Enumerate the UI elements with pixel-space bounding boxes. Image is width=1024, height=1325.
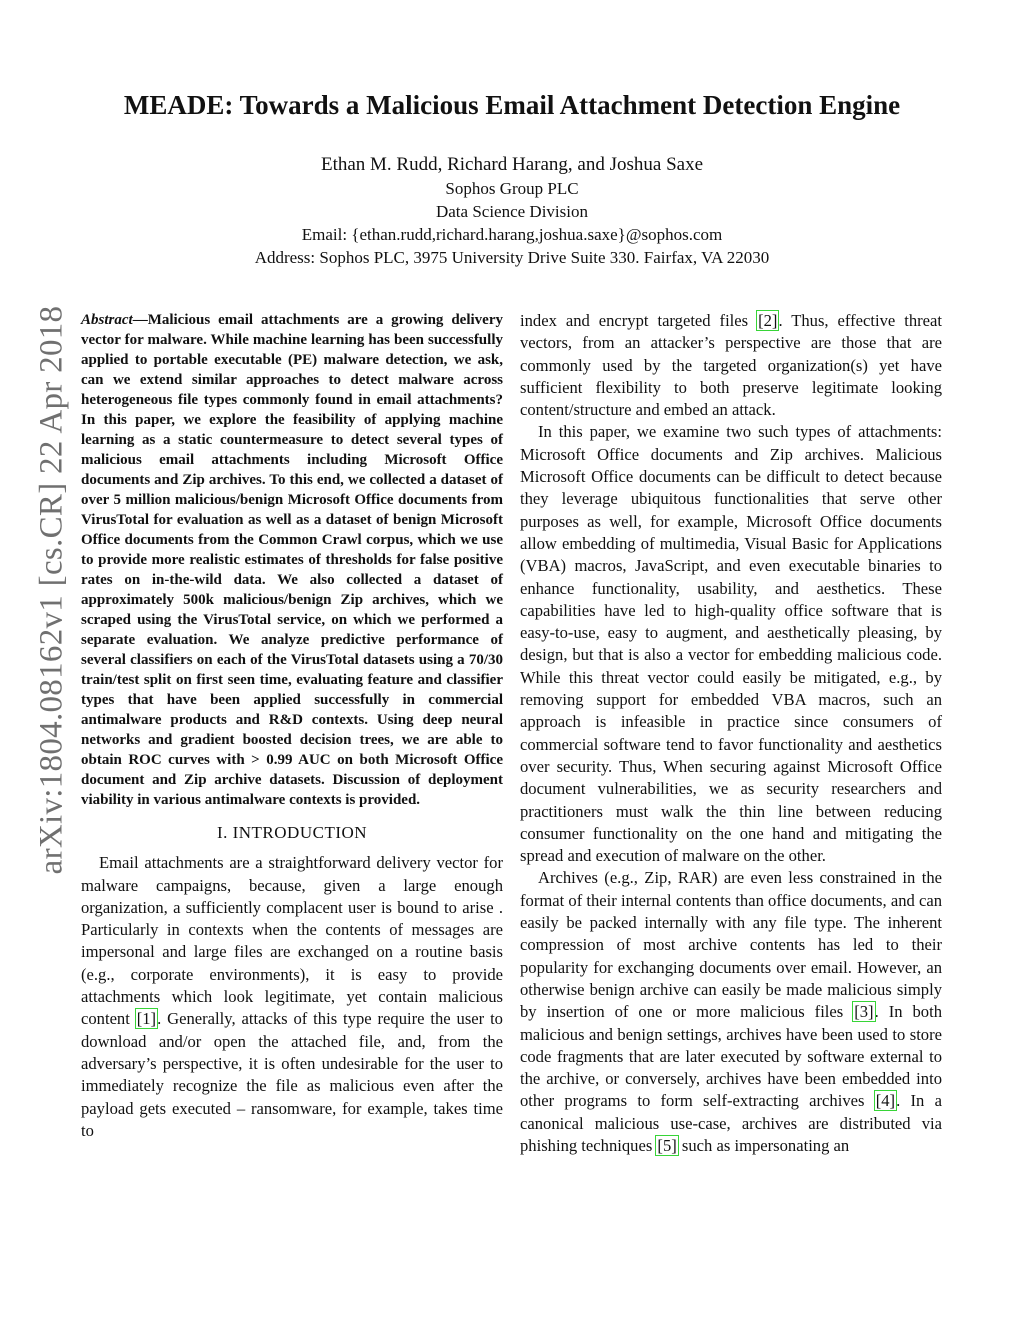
intro-p3-text-d: such as impersonating an	[677, 1135, 850, 1155]
address-line: Address: Sophos PLC, 3975 University Drive Suite 330. Fairfax, VA 22030	[254, 248, 770, 267]
division: Data Science Division	[435, 202, 588, 221]
intro-paragraph-3	[520, 867, 942, 1157]
intro-paragraph-1-continued	[520, 310, 942, 421]
citation-link-3[interactable]: [3]	[854, 1002, 874, 1022]
intro-r1-text-a: index and encrypt targeted files	[520, 311, 758, 330]
intro-paragraph-1	[81, 852, 503, 1142]
intro-p3-text-a: Archives (e.g., Zip, RAR) are even less constrained in the format of their internal contents than office documents, and can easily be packed internally with any file type. The inherent compression of most archive contents has led to their popularity for exchanging documents over email. However, an otherwise benign archive can easily be made malicious simply by insertion of one or more malicious files	[520, 868, 942, 1022]
intro-p3-text-b: . In both malicious and benign settings, archives have been used to store code fragments that are later executed by software external to the archive, or conversely, archives have been embedded into other programs to form self-extracting archives	[520, 1002, 942, 1111]
author-block	[60, 153, 964, 269]
section-heading-introduction: I. INTRODUCTION	[216, 823, 368, 842]
citation-link-4[interactable]: [4]	[875, 1091, 896, 1111]
citation-link-2[interactable]: [2]	[758, 311, 778, 330]
right-column	[520, 310, 942, 1157]
intro-p3-text-c: . In a canonical malicious use-case, archives are distributed via phishing techniques	[520, 1091, 942, 1155]
left-column	[81, 310, 503, 1142]
abstract-text: —Malicious email attachments are a growing delivery vector for malware. While machine learning has been successfully applied to portable executable (PE) malware detection, we ask, can we extend similar approaches to detect malware across heterogeneous file types commonly found in email attachments? In this paper, we explore the feasibility of applying machine learning as a static countermeasure to detect several types of malicious email attachments including Microsoft Office documents and Zip archives. To this end, we collected a dataset of over 5 million malicious/benign Microsoft Office documents from VirusTotal for evaluation as well as a dataset of benign Microsoft Office documents from the Common Crawl corpus, which we use to provide more realistic estimates of thresholds for false positive rates on in-the-wild data. We also collected a dataset of approximately 500k malicious/benign Zip archives, which we scraped using the VirusTotal service, on which we performed a separate evaluation. We analyze predictive performance of several classifiers on each of the VirusTotal datasets using a 70/30 train/test split on first seen time, evaluating feature and classifier types that have been applied successfully in commercial antimalware products and R&D contexts. Using deep neural networks and gradient boosted decision trees, we are able to obtain ROC curves with > 0.99 AUC on both Microsoft Office document and Zip archive datasets. Discussion of deployment viability in various antimalware contexts is provided.	[81, 312, 503, 808]
intro-p1-text-b: . Generally, attacks of this type require the user to download and/or open the attached file, and, from the adversary’s perspective, it is often undesirable for the user to immediately recognize the file as malicious even after the payload gets executed – ransomware, for example, takes time to	[81, 1009, 503, 1140]
abstract-lead: Abstract	[81, 312, 133, 328]
author-names: Ethan M. Rudd, Richard Harang, and Joshua Saxe	[320, 154, 704, 175]
paper-title: MEADE: Towards a Malicious Email Attachment Detection Engine	[123, 90, 901, 120]
arxiv-identifier: arXiv:1804.08162v1 [cs.CR] 22 Apr 2018	[33, 305, 70, 875]
email-line: Email: {ethan.rudd,richard.harang,joshua.saxe}@sophos.com	[301, 225, 723, 244]
citation-link-1[interactable]: [1]	[136, 1009, 157, 1029]
abstract	[81, 310, 503, 810]
intro-r1-text-b: . Thus, effective threat vectors, from an attacker’s perspective are those that are commonly used by the targeted organization(s) yet have sufficient flexibility to both preserve legitimate looking content/structure and embed an attack.	[520, 311, 942, 420]
citation-link-5[interactable]: [5]	[657, 1135, 677, 1155]
intro-p1-text-a: Email attachments are a straightforward delivery vector for malware campaigns, because, given a large enough organization, a sufficiently complacent user is bound to arise . Particularly in contexts when the contents of messages are impersonal and large files are exchanged on a routine basis (e.g., corporate environments), it is easy to provide attachments which look legitimate, yet contain malicious content	[81, 853, 503, 1029]
intro-paragraph-2: In this paper, we examine two such types of attachments: Microsoft Office documents and Zip archives. Malicious Microsoft Office documents can be difficult to detect because they leverage ubiquitous functionalities that serve other purposes as well, for example, Microsoft Office documents allow embedding of multimedia, Visual Basic for Applications (VBA) macros, JavaScript, and even executable binaries to enhance functionality, usability, and aesthetics. These capabilities have led to high-quality office software that is easy-to-use, easy to augment, and aesthetically pleasing, by design, but that is also a vector for embedding malicious code. While this threat vector could easily be mitigated, e.g., by removing support for embedded VBA macros, such an approach is infeasible in practice since consumers of commercial software tend to favor functionality and aesthetics over security. Thus, When securing against Microsoft Office document vulnerabilities, we as security researchers and practitioners must walk the thin line between reducing consumer functionality on the one hand and mitigating the spread and execution of malware on the other.	[520, 422, 942, 866]
affiliation: Sophos Group PLC	[445, 179, 579, 198]
